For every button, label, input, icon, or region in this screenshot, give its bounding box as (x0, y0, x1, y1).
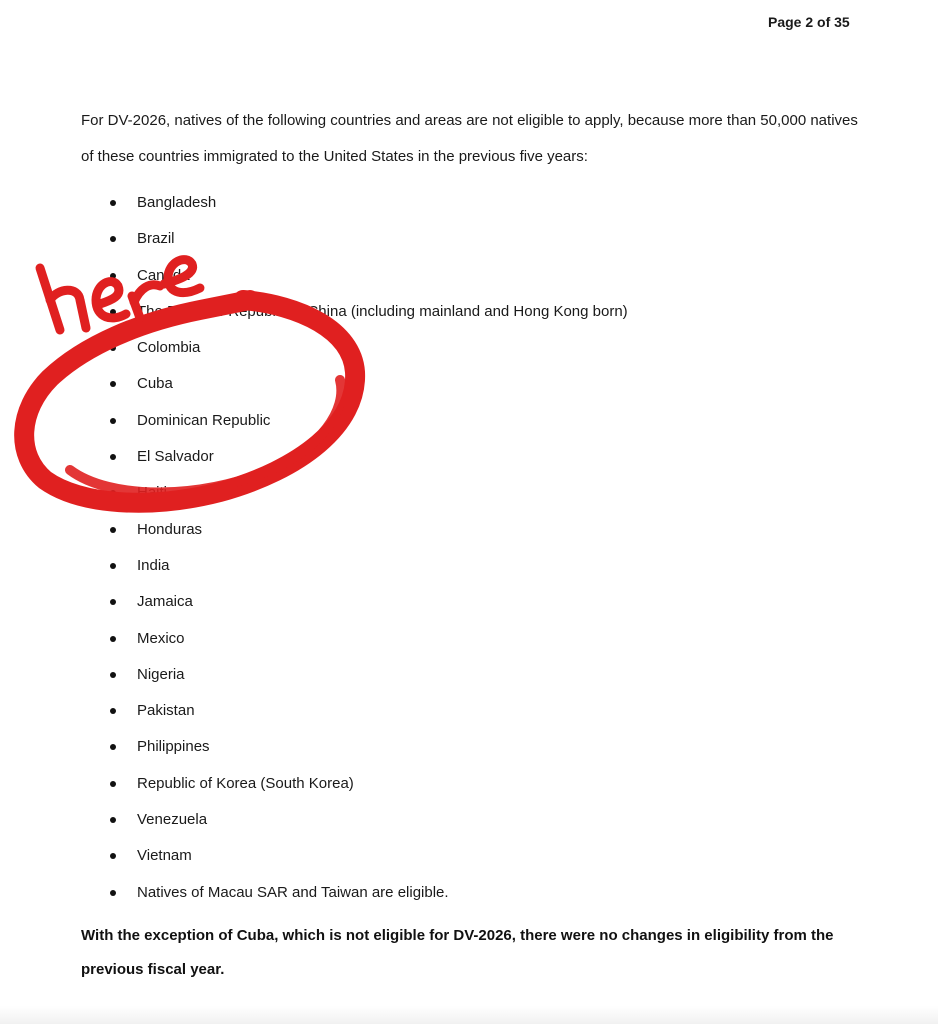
country-name: Nigeria (137, 665, 185, 683)
country-name: The People's Republic of China (including mainland and Hong Kong born) (137, 302, 628, 320)
closing-paragraph: With the exception of Cuba, which is not eligible for DV-2026, there were no changes in eligibility from the previous fiscal year. (81, 927, 834, 978)
page-bottom-edge (0, 1006, 938, 1024)
bullet-icon (110, 273, 116, 279)
country-name: Mexico (137, 629, 185, 647)
bullet-icon (110, 599, 116, 605)
bullet-icon (110, 636, 116, 642)
bullet-icon (110, 781, 116, 787)
list-item (0, 584, 628, 620)
country-name: Dominican Republic (137, 411, 271, 429)
country-name: Cuba (137, 375, 173, 393)
list-item (0, 439, 628, 475)
country-name: Venezuela (137, 811, 208, 829)
page-number: Page 2 of 35 (768, 14, 850, 30)
country-name: Philippines (137, 738, 210, 756)
bullet-icon (110, 418, 116, 424)
bullet-icon (110, 853, 116, 859)
list-item (0, 475, 628, 511)
bullet-icon (110, 563, 116, 569)
country-name: Canada (137, 266, 190, 284)
list-item (0, 403, 628, 439)
bullet-icon (110, 890, 116, 896)
bullet-icon (110, 454, 116, 460)
country-name: Honduras (137, 520, 203, 538)
list-item (0, 294, 628, 330)
country-name: Bangladesh (137, 194, 217, 211)
list-item (0, 729, 628, 765)
list-item (0, 330, 628, 366)
bullet-icon (110, 309, 116, 315)
country-name: Jamaica (137, 593, 193, 611)
bullet-icon (110, 381, 116, 387)
list-item (0, 621, 628, 657)
country-name: Colombia (137, 339, 201, 357)
list-item (0, 548, 628, 584)
list-item (0, 838, 628, 874)
bullet-icon (110, 236, 116, 242)
list-item (0, 802, 628, 838)
list-item (0, 221, 628, 257)
country-name: Haiti (137, 484, 168, 502)
intro-paragraph: For DV-2026, natives of the following countries and areas are not eligible to apply, because more than 50,000 natives of these countries immigrated to the United States in the previous five years: (81, 112, 858, 165)
bullet-icon (110, 490, 116, 496)
bullet-icon (110, 817, 116, 823)
bullet-icon (110, 744, 116, 750)
country-name: Pakistan (137, 702, 195, 720)
bullet-icon (110, 672, 116, 678)
country-name: India (137, 556, 170, 574)
country-name: Vietnam (137, 847, 192, 865)
ineligible-country-list (0, 185, 628, 911)
bullet-icon (110, 527, 116, 533)
list-item (0, 366, 628, 402)
bullet-icon (110, 708, 116, 714)
list-item (0, 512, 628, 548)
list-item (0, 766, 628, 802)
bullet-icon (110, 345, 116, 351)
list-item (0, 693, 628, 729)
country-name: Brazil (137, 230, 175, 248)
list-item (0, 258, 628, 294)
list-item (0, 657, 628, 693)
country-name: El Salvador (137, 448, 214, 466)
list-item (0, 875, 628, 911)
country-name: Natives of Macau SAR and Taiwan are eligible. (137, 883, 449, 901)
bullet-icon (110, 200, 116, 206)
list-item (0, 185, 628, 221)
country-name: Republic of Korea (South Korea) (137, 774, 354, 792)
